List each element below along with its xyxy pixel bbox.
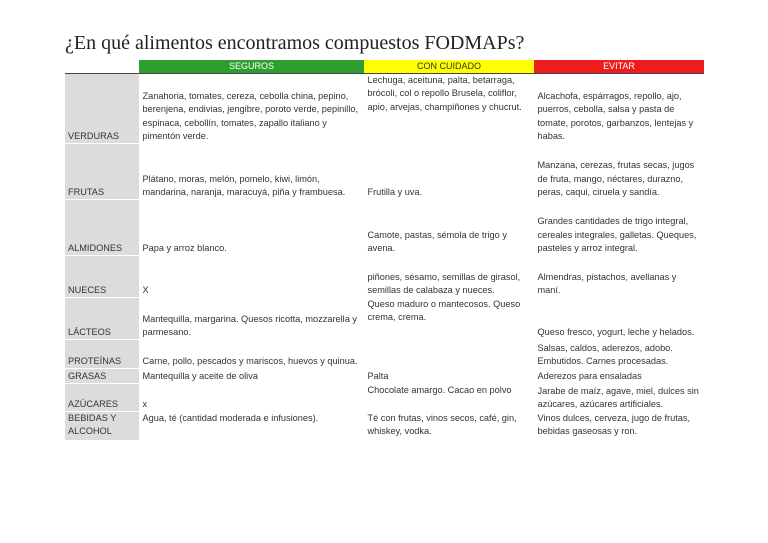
avoid-cell: Alcachofa, espárragos, repollo, ajo, puerros, cebolla, salsa y pasta de tomate, porotos, garbanzos, lentejas y habas. — [534, 74, 704, 144]
care-cell: Palta — [364, 369, 534, 384]
category-cell: FRUTAS — [65, 144, 139, 200]
avoid-cell: Manzana, cerezas, frutas secas, jugos de fruta, mango, néctares, durazno, peras, caqui, ciruela y sandía. — [534, 144, 704, 200]
category-cell: VERDURAS — [65, 74, 139, 144]
table-row — [65, 340, 704, 369]
care-cell: Frutilla y uva. — [364, 144, 534, 200]
avoid-cell: Grandes cantidades de trigo integral, cereales integrales, galletas. Queques, pasteles y arroz integral. — [534, 200, 704, 256]
header-avoid: EVITAR — [534, 60, 704, 74]
header-row — [65, 60, 704, 74]
category-cell: AZÚCARES — [65, 384, 139, 412]
avoid-cell: Almendras, pistachos, avellanas y maní. — [534, 256, 704, 298]
care-cell: Chocolate amargo. Cacao en polvo — [364, 384, 534, 412]
fodmap-table — [65, 60, 704, 441]
safe-cell: Papa y arroz blanco. — [139, 200, 364, 256]
table-row — [65, 298, 704, 340]
safe-cell: Mantequilla y aceite de oliva — [139, 369, 364, 384]
table-row — [65, 412, 704, 441]
table-row — [65, 384, 704, 412]
category-cell: ALMIDONES — [65, 200, 139, 256]
table-row — [65, 144, 704, 200]
care-cell: Lechuga, aceituna, palta, betarraga, brócoli, col o repollo Brusela, coliflor, apio, arvejas, champiñones y chucrut. — [364, 74, 534, 144]
safe-cell: X — [139, 256, 364, 298]
avoid-cell: Queso fresco, yogurt, leche y helados. — [534, 298, 704, 340]
safe-cell: Agua, té (cantidad moderada e infusiones). — [139, 412, 364, 441]
avoid-cell: Vinos dulces, cerveza, jugo de frutas, bebidas gaseosas y ron. — [534, 412, 704, 441]
safe-cell: Carne, pollo, pescados y mariscos, huevos y quinua. — [139, 340, 364, 369]
table-row — [65, 74, 704, 144]
category-cell: PROTEÍNAS — [65, 340, 139, 369]
care-cell — [364, 340, 534, 369]
safe-cell: Mantequilla, margarina. Quesos ricotta, mozzarella y parmesano. — [139, 298, 364, 340]
safe-cell: Zanahoria, tomates, cereza, cebolla china, pepino, berenjena, endivias, jengibre, poroto verde, pepinillo, espinaca, cebollín, tomates, zapallo italiano y pimentón verde. — [139, 74, 364, 144]
header-safe: SEGUROS — [139, 60, 364, 74]
page-title: ¿En qué alimentos encontramos compuestos FODMAPs? — [65, 32, 525, 54]
care-cell: piñones, sésamo, semillas de girasol, semillas de calabaza y nueces. — [364, 256, 534, 298]
avoid-cell: Salsas, caldos, aderezos, adobo. Embutidos. Carnes procesadas. — [534, 340, 704, 369]
care-cell: Té con frutas, vinos secos, café, gin, whiskey, vodka. — [364, 412, 534, 441]
header-care: CON CUIDADO — [364, 60, 534, 74]
avoid-cell: Aderezos para ensaladas — [534, 369, 704, 384]
category-cell: GRASAS — [65, 369, 139, 384]
category-cell: LÁCTEOS — [65, 298, 139, 340]
table-row — [65, 369, 704, 384]
avoid-cell: Jarabe de maíz, agave, miel, dulces sin azúcares, azúcares artificiales. — [534, 384, 704, 412]
table-row — [65, 200, 704, 256]
category-cell: NUECES — [65, 256, 139, 298]
care-cell: Queso maduro o mantecosos. Queso crema, crema. — [364, 298, 534, 340]
safe-cell: Plátano, moras, melón, pomelo, kiwi, limón, mandarina, naranja, maracuyá, piña y frambuesa. — [139, 144, 364, 200]
safe-cell: x — [139, 384, 364, 412]
header-blank — [65, 60, 139, 74]
table-row — [65, 256, 704, 298]
category-cell: BEBIDAS Y ALCOHOL — [65, 412, 139, 441]
care-cell: Camote, pastas, sémola de trigo y avena. — [364, 200, 534, 256]
